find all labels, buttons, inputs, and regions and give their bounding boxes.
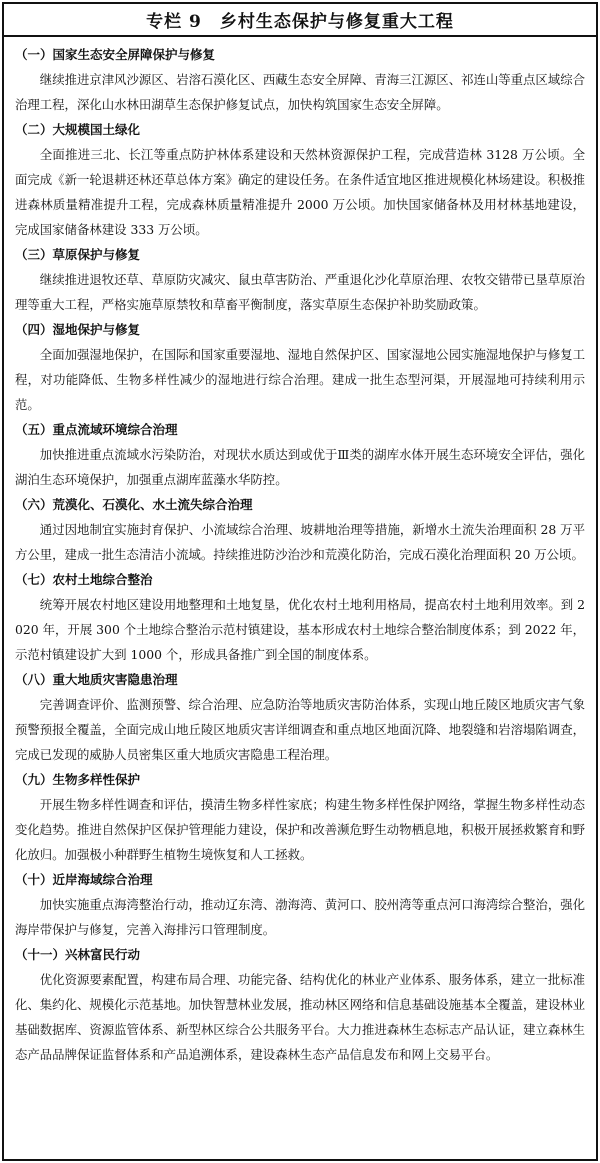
section-heading: （三）草原保护与修复: [15, 247, 141, 262]
section-heading: （十一）兴林富民行动: [15, 947, 141, 962]
section-heading: （八）重大地质灾害隐患治理: [15, 672, 178, 687]
section-body: 全面推进三北、长江等重点防护林体系建设和天然林资源保护工程，完成营造林 3128 万公顷。全面完成《新一轮退耕还林还草总体方案》确定的建设任务。在条件适宜地区推进规模化林场建设。积极推进森林质量精准提升工程，完成森林质量精准提升 2000 万公顷。加快国家储备林及用材林基地建设，完成国家储备林建设 333 万公顷。: [15, 147, 585, 237]
section-heading: （四）湿地保护与修复: [15, 322, 141, 337]
section-heading: （九）生物多样性保护: [15, 772, 141, 787]
box-title: 专栏 9 乡村生态保护与修复重大工程: [4, 4, 596, 37]
section-heading: （五）重点流域环境综合治理: [15, 422, 178, 437]
box-content: [4, 37, 596, 1067]
section-body: 加快实施重点海湾整治行动，推动辽东湾、渤海湾、黄河口、胶州湾等重点河口海湾综合整治，强化海岸带保护与修复，完善入海排污口管理制度。: [15, 897, 585, 937]
section-body: 通过因地制宜实施封育保护、小流域综合治理、坡耕地治理等措施，新增水土流失治理面积 28 万平方公里，建成一批生态清洁小流域。持续推进防沙治沙和荒漠化防治，完成石漠化治理面积 20 万公顷。: [15, 522, 585, 562]
feature-box: [2, 2, 598, 1161]
section-heading: （一）国家生态安全屏障保护与修复: [15, 47, 216, 62]
section-ecological-barrier: [15, 42, 585, 117]
section-heading: （七）农村土地综合整治: [15, 572, 153, 587]
section-body: 开展生物多样性调查和评估，摸清生物多样性家底；构建生物多样性保护网络，掌握生物多样性动态变化趋势。推进自然保护区保护管理能力建设，保护和改善濒危野生动物栖息地，积极开展拯救繁育和野化放归。加强极小种群野生植物生境恢复和人工拯救。: [15, 797, 585, 862]
section-coastal: [15, 867, 585, 942]
section-desertification: [15, 492, 585, 567]
section-body: 继续推进京津风沙源区、岩溶石漠化区、西藏生态安全屏障、青海三江源区、祁连山等重点区域综合治理工程，深化山水林田湖草生态保护修复试点，加快构筑国家生态安全屏障。: [15, 72, 585, 112]
section-wetland: [15, 317, 585, 417]
section-body: 统筹开展农村地区建设用地整理和土地复垦，优化农村土地利用格局，提高农村土地利用效率。到 2020 年，开展 300 个土地综合整治示范村镇建设，基本形成农村土地综合整治制度体系；到 2022 年，示范村镇建设扩大到 1000 个，形成具备推广到全国的制度体系。: [15, 597, 585, 662]
section-land-consolidation: [15, 567, 585, 667]
section-geohazard: [15, 667, 585, 767]
section-body: 全面加强湿地保护，在国际和国家重要湿地、湿地自然保护区、国家湿地公园实施湿地保护与修复工程，对功能降低、生物多样性减少的湿地进行综合治理。建成一批生态型河渠，开展湿地可持续利用示范。: [15, 347, 585, 412]
section-body: 优化资源要素配置，构建布局合理、功能完备、结构优化的林业产业体系、服务体系，建立一批标准化、集约化、规模化示范基地。加快智慧林业发展，推动林区网络和信息基础设施基本全覆盖，建设林业基础数据库、资源监管体系、新型林区综合公共服务平台。大力推进森林生态标志产品认证，建立森林生态产品品牌保证监督体系和产品追溯体系，建设森林生态产品信息发布和网上交易平台。: [15, 972, 585, 1062]
section-heading: （二）大规模国土绿化: [15, 122, 141, 137]
section-heading: （六）荒漠化、石漠化、水土流失综合治理: [15, 497, 253, 512]
section-body: 完善调查评价、监测预警、综合治理、应急防治等地质灾害防治体系，实现山地丘陵区地质灾害气象预警预报全覆盖，全面完成山地丘陵区地质灾害详细调查和重点地区地面沉降、地裂缝和岩溶塌陷调查，完成已发现的威胁人员密集区重大地质灾害隐患工程治理。: [15, 697, 585, 762]
section-greening: [15, 117, 585, 242]
section-forestry: [15, 942, 585, 1067]
section-body: 继续推进退牧还草、草原防灾减灾、鼠虫草害防治、严重退化沙化草原治理、农牧交错带已垦草原治理等重大工程，严格实施草原禁牧和草畜平衡制度，落实草原生态保护补助奖励政策。: [15, 272, 585, 312]
section-heading: （十）近岸海域综合治理: [15, 872, 153, 887]
section-grassland: [15, 242, 585, 317]
section-river-basin: [15, 417, 585, 492]
section-biodiversity: [15, 767, 585, 867]
section-body: 加快推进重点流域水污染防治，对现状水质达到或优于Ⅲ类的湖库水体开展生态环境安全评估，强化湖泊生态环境保护，加强重点湖库蓝藻水华防控。: [15, 447, 585, 487]
